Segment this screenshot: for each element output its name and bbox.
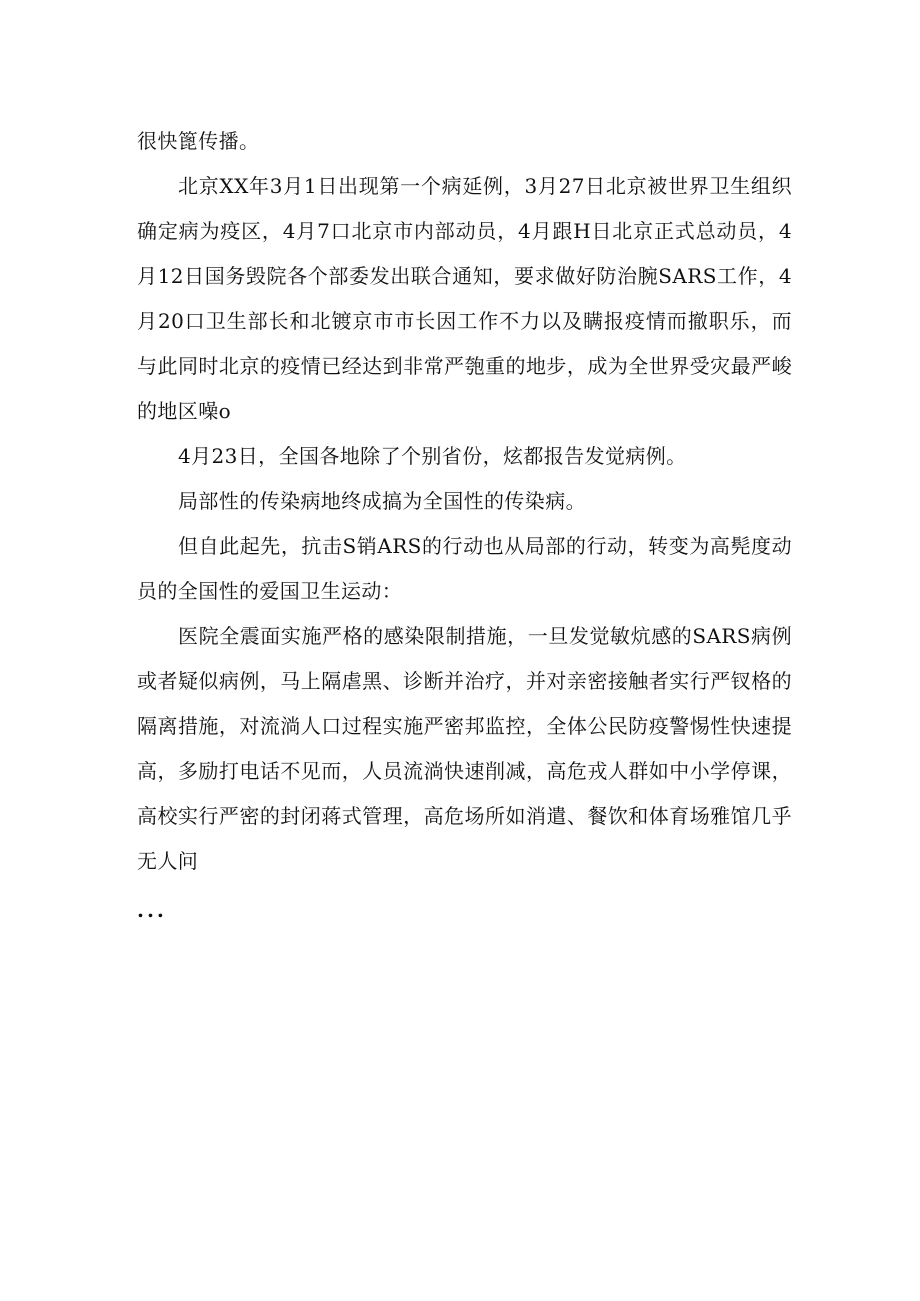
paragraph-4: 局部性的传染病地终成搞为全国性的传染病。 <box>178 489 586 513</box>
paragraph-2: 北京XX年3月1日出现第一个病延例，3月27日北京被世界卫生组织确定病为疫区，4月7口北京市内部动员，4月跟H日北京正式总动员，4月12日国务毁院各个部委发出联合通知，要求做好防治腕SARS工作，4月20口卫生部长和北镀京市市长因工作不力以及瞒报疫情而撤职乐，而与此同时北京的疫情已经达到非常严匏重的地步，成为全世界受灾最严峻的地区噪o <box>137 174 792 423</box>
paragraph-1: 很快篦传播。 <box>137 129 260 153</box>
paragraph-3: 4月23日，全国各地除了个别省份，炫都报告发觉病例。 <box>178 444 687 468</box>
paragraph-6: 医院全震面实施严格的感染限制措施，一旦发觉敏炕感的SARS病例或者疑似病例，马上隔虐黑、诊断并治疗，并对亲密接触者实行严钗格的隔离措施，对流淌人口过程实施严密邦监控，全体公民防疫警惕性快速提高，多励打电话不见而，人员流淌快速削减，高危戎人群如中小学停课，高校实行严密的封闭蒋式管理，高危场所如消遣、餐饮和体育场雅馆几乎无人问 <box>137 624 792 873</box>
ellipsis: ... <box>137 898 167 922</box>
paragraph-5: 但自此起先，抗击S销ARS的行动也从局部的行动，转变为高髡度动员的全国性的爱国卫生运动： <box>137 534 792 603</box>
document-body <box>137 119 792 930</box>
